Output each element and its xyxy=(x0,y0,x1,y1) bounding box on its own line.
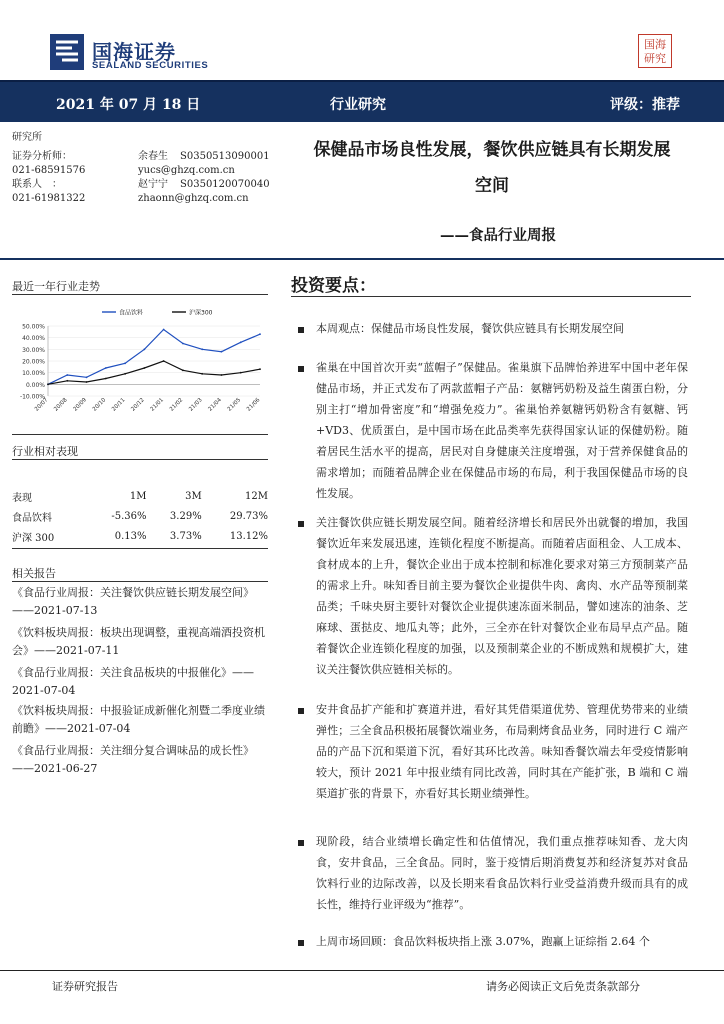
contact-email[interactable]: zhaonn@ghzq.com.cn xyxy=(138,193,249,204)
data-point xyxy=(163,360,165,362)
bullet-icon xyxy=(298,708,304,714)
table-cell: 13.12% xyxy=(229,530,268,542)
table-cell: 29.73% xyxy=(229,510,268,522)
report-date: 2021 年 07 月 18 日 xyxy=(56,97,201,113)
table-cell: 食品饮料 xyxy=(12,512,52,524)
analyst-email[interactable]: yucs@ghzq.com.cn xyxy=(138,165,235,176)
divider xyxy=(291,296,691,297)
data-point xyxy=(240,372,242,374)
seal-text: 研究 xyxy=(644,52,666,65)
company-name-cn: 国海证券 xyxy=(92,40,176,64)
sealand-logo-icon xyxy=(50,34,84,70)
divider xyxy=(12,459,268,460)
data-point xyxy=(47,383,49,385)
table-header-cell: 12M xyxy=(245,490,268,502)
x-tick-label: 20/07 xyxy=(33,397,50,413)
y-tick-label: 30.00% xyxy=(22,346,45,354)
x-tick-label: 21/06 xyxy=(245,397,262,413)
table-header-cell: 表现 xyxy=(12,492,32,504)
data-point xyxy=(259,333,261,335)
divider xyxy=(12,581,268,582)
company-name-en: SEALAND SECURITIES xyxy=(92,60,209,71)
x-tick-label: 20/11 xyxy=(111,397,127,413)
data-point xyxy=(86,381,88,383)
table-cell: -5.36% xyxy=(111,510,147,522)
divider xyxy=(12,548,268,549)
trend-chart xyxy=(12,300,270,430)
x-tick-label: 21/04 xyxy=(207,397,223,413)
x-tick-label: 20/10 xyxy=(91,397,108,413)
y-tick-label: 0.00% xyxy=(25,381,45,389)
y-tick-label: -10.00% xyxy=(19,393,45,401)
data-point xyxy=(66,380,68,382)
key-point-paragraph: 关注餐饮供应链长期发展空间。随着经济增长和居民外出就餐的增加，我国餐饮近年来发展迅速，连锁化程度不断提高。而随着店面租金、人工成本、食材成本的上升，餐饮企业出于成本控制和标准化要求对第三方预制菜产品的需求上升。味知香目前主要为餐饮企业提供牛肉、禽肉、水产品等预制菜品类；千味央厨主要针对餐饮企业提供速冻面米制品，譬如速冻的油条、芝麻球、蛋挞皮、地瓜丸等；此外，三全亦在针对餐饮企业布局早点产品。随着餐饮企业连锁化程度的加强，以及预制菜企业的不断成熟和规模扩大，建议关注餐饮供应链相关标的。 xyxy=(316,516,688,676)
contact-code: S0350120070040 xyxy=(180,179,270,190)
x-tick-label: 21/05 xyxy=(226,397,243,413)
divider xyxy=(0,258,724,260)
x-tick-label: 20/08 xyxy=(53,397,69,413)
data-point xyxy=(66,374,68,376)
data-point xyxy=(124,362,126,364)
related-report-link[interactable]: 《食品行业周报：关注食品板块的中报催化》——2021-07-04 xyxy=(12,666,254,697)
divider xyxy=(12,434,268,435)
data-point xyxy=(143,367,145,369)
legend-label: 沪深300 xyxy=(189,309,213,317)
table-header-cell: 3M xyxy=(185,490,202,502)
data-point xyxy=(124,373,126,375)
related-report-link[interactable]: 《饮料板块周报：中报验证成新催化剂暨二季度业绩前瞻》——2021-07-04 xyxy=(12,704,265,735)
data-point xyxy=(201,373,203,375)
y-tick-label: 40.00% xyxy=(22,335,45,343)
footer-divider xyxy=(0,970,724,971)
data-point xyxy=(143,348,145,350)
y-tick-label: 50.00% xyxy=(22,323,45,331)
key-point-paragraph: 雀巢在中国首次开卖“蓝帽子”保健品。雀巢旗下品牌怡养进军中国中老年保健品市场，并正式发布了两款蓝帽子产品：氨糖钙奶粉及益生菌蛋白粉，分别主打“增加骨密度”和“增强免疫力”。雀巢怡养氨糖钙奶粉含有氨糖、钙+VD3、优质蛋白，是中国市场在此品类率先获得国家认证的保健奶粉。随着居民生活水平的提高，居民对自身健康关注度增强，对于营养保健食品的需求增加；而随着品牌企业在保健品市场的布局，利于我国保健品市场的良性发展。 xyxy=(316,361,688,500)
footer-left: 证券研究报告 xyxy=(52,980,118,993)
contact-label: 联系人 ： xyxy=(12,179,62,190)
data-point xyxy=(201,348,203,350)
trend-heading: 最近一年行业走势 xyxy=(12,280,100,293)
data-point xyxy=(182,369,184,371)
table-row xyxy=(12,526,268,546)
data-point xyxy=(221,374,223,376)
bullet-icon xyxy=(298,327,304,333)
table-header-cell: 1M xyxy=(129,490,147,502)
x-tick-label: 21/03 xyxy=(188,397,204,413)
report-title-line1: 保健品市场良性发展，餐饮供应链具有长期发展 xyxy=(313,140,671,160)
key-point-paragraph: 安井食品扩产能和扩赛道并进，看好其凭借渠道优势、管理优势带来的业绩弹性；三全食品积极拓展餐饮端业务，布局剩烤食品业务，同时进行 C 端产品的产品下沉和渠道下沉，看好其环比改善。味知香餐饮端去年受疫情影响较大，预计 2021 年中报业绩有同比改善，同时其在产能扩张，B 端和 C 端渠道扩张的背景下，亦看好其长期业绩弹性。 xyxy=(316,703,688,800)
x-tick-label: 20/09 xyxy=(72,397,88,413)
bullet-icon xyxy=(298,521,304,527)
related-report-link[interactable]: 《饮料板块周报：板块出现调整，重视高端酒投资机会》——2021-07-11 xyxy=(12,626,265,657)
related-report-link[interactable]: 《食品行业周报：关注餐饮供应链长期发展空间》——2021-07-13 xyxy=(12,586,254,617)
y-tick-label: 10.00% xyxy=(22,370,45,378)
table-row xyxy=(12,506,268,526)
related-report-link[interactable]: 《食品行业周报：关注细分复合调味品的成长性》——2021-06-27 xyxy=(12,744,254,775)
divider xyxy=(12,294,268,295)
analyst-name: 余春生 xyxy=(138,151,168,162)
table-cell: 3.73% xyxy=(169,530,202,542)
analyst-code: S0350513090001 xyxy=(180,151,270,162)
key-point-paragraph: 现阶段，结合业绩增长确定性和估值情况，我们重点推荐味知香、龙大肉食，安井食品，三全食品。同时，鉴于疫情后期消费复苏和经济复苏对食品饮料行业的边际改善，以及长期来看食品饮料行业受益消费升级而具有的成长性，维持行业评级为“推荐”。 xyxy=(316,835,688,911)
table-cell: 0.13% xyxy=(114,530,147,542)
key-point-paragraph: 本周观点：保健品市场良性发展，餐饮供应链具有长期发展空间 xyxy=(316,322,624,335)
reports-heading: 相关报告 xyxy=(12,567,56,580)
report-subtitle: ——食品行业周报 xyxy=(440,227,556,244)
analyst-phone: 021-68591576 xyxy=(12,165,86,176)
header-band xyxy=(0,80,724,122)
x-tick-label: 21/02 xyxy=(168,397,185,413)
report-title-line2: 空间 xyxy=(475,176,509,196)
footer-disclaimer: 请务必阅读正文后免责条款部分 xyxy=(486,980,640,993)
data-point xyxy=(86,376,88,378)
contact-phone: 021-61981322 xyxy=(12,193,86,204)
data-point xyxy=(105,378,107,380)
seal-text: 国海 xyxy=(644,38,666,51)
x-tick-label: 20/12 xyxy=(130,397,146,413)
data-point xyxy=(182,343,184,345)
investment-heading: 投资要点： xyxy=(291,276,376,296)
institute-label: 研究所 xyxy=(12,132,42,143)
table-cell: 3.29% xyxy=(169,510,202,522)
legend-label: 食品饮料 xyxy=(119,309,144,317)
bullet-icon xyxy=(298,940,304,946)
bullet-icon xyxy=(298,840,304,846)
perf-heading: 行业相对表现 xyxy=(12,445,78,458)
table-header-row xyxy=(12,486,268,506)
report-title xyxy=(282,132,702,204)
rating: 评级：推荐 xyxy=(610,97,680,113)
y-tick-label: 20.00% xyxy=(22,358,45,366)
key-point-paragraph: 上周市场回顾：食品饮料板块指上涨 3.07%，跑赢上证综指 2.64 个 xyxy=(316,935,650,948)
table-cell: 沪深 300 xyxy=(12,532,55,544)
bullet-icon xyxy=(298,366,304,372)
data-point xyxy=(221,351,223,353)
data-point xyxy=(259,368,261,370)
contact-name: 赵宁宁 xyxy=(138,179,168,190)
perf-table xyxy=(12,486,268,546)
report-category: 行业研究 xyxy=(330,97,386,113)
data-point xyxy=(105,367,107,369)
x-tick-label: 21/01 xyxy=(149,397,166,413)
analyst-label: 证券分析师： xyxy=(12,151,72,162)
research-seal-icon xyxy=(638,34,672,68)
data-point xyxy=(163,329,165,331)
data-point xyxy=(240,341,242,343)
